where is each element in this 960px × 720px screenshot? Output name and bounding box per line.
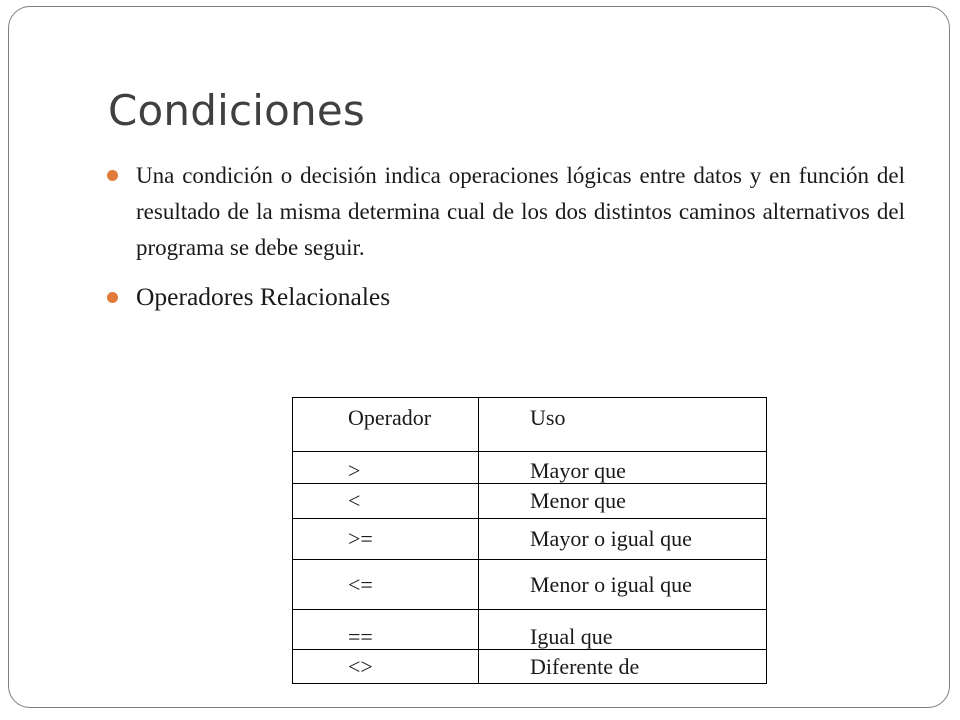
operators-table	[292, 397, 767, 684]
usage-cell: Mayor que	[479, 452, 767, 484]
bullet-item-description	[105, 158, 905, 266]
bullet-dot-icon	[107, 170, 118, 181]
bullet-list	[105, 158, 905, 315]
table-row	[293, 610, 767, 650]
usage-cell: Mayor o igual que	[479, 519, 767, 560]
slide-title: Condiciones	[108, 86, 365, 135]
table-header-cell: Uso	[479, 398, 767, 452]
operator-cell: >	[293, 452, 479, 484]
operator-cell: <=	[293, 560, 479, 610]
bullet-item-relational-operators	[105, 279, 905, 315]
table-row	[293, 650, 767, 684]
usage-cell: Diferente de	[479, 650, 767, 684]
usage-cell: Igual que	[479, 610, 767, 650]
operator-cell: ==	[293, 610, 479, 650]
operator-cell: <>	[293, 650, 479, 684]
table-row	[293, 484, 767, 519]
bullet-dot-icon	[107, 292, 118, 303]
bullet-text: Operadores Relacionales	[136, 282, 391, 311]
bullet-text: Una condición o decisión indica operaciones lógicas entre datos y en función del resultado de la misma determina cual de los dos distintos caminos alternativos del programa se debe seguir.	[136, 163, 905, 260]
table-row	[293, 452, 767, 484]
operator-cell: >=	[293, 519, 479, 560]
usage-cell: Menor que	[479, 484, 767, 519]
table-row	[293, 519, 767, 560]
table-header-row	[293, 398, 767, 452]
table-row	[293, 560, 767, 610]
operator-cell: <	[293, 484, 479, 519]
usage-cell: Menor o igual que	[479, 560, 767, 610]
table-header-cell: Operador	[293, 398, 479, 452]
